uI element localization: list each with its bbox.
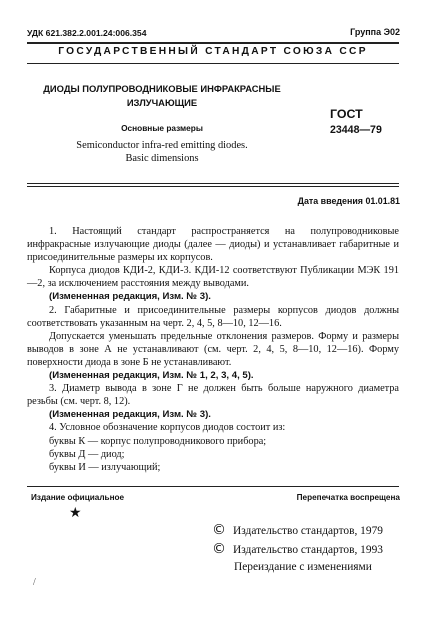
effective-date: Дата введения 01.01.81 bbox=[297, 196, 400, 206]
standard-org-title: ГОСУДАРСТВЕННЫЙ СТАНДАРТ СОЮЗА ССР bbox=[58, 46, 368, 57]
udc-code: УДК 621.382.2.001.24:006.354 bbox=[27, 28, 147, 38]
list-item: буквы И — излучающий; bbox=[49, 461, 161, 473]
amendment-note-1: (Измененная редакция, Изм. № 3). bbox=[49, 291, 211, 303]
paragraph-2-tolerances: Допускается уменьшать предельные отклонения размеров. Форму и размеры выводов в зоне А не устанавливают (см. черт. 2, 4, 5, 8—10, 12—16). Форму поверхности диода в зоне Б не устанавливают. bbox=[27, 330, 399, 368]
copyright-1979 bbox=[212, 522, 383, 538]
official-edition-label: Издание официальное bbox=[31, 493, 125, 502]
english-title-line2: Basic dimensions bbox=[125, 153, 199, 164]
document-title-line2: ИЗЛУЧАЮЩИЕ bbox=[126, 97, 198, 108]
list-item: буквы К — корпус полупроводникового прибора; bbox=[49, 435, 267, 447]
amendment-note-3: (Измененная редакция, Изм. № 3). bbox=[49, 409, 211, 421]
title-rule-1 bbox=[27, 183, 399, 184]
copyright-1993-text: Издательство стандартов, 1993 bbox=[233, 544, 383, 556]
group-code: Группа Э02 bbox=[350, 27, 400, 37]
reprint-prohibited-label: Перепечатка воспрещена bbox=[296, 493, 400, 502]
copyright-1993 bbox=[212, 541, 383, 557]
copyright-icon: © bbox=[212, 522, 226, 538]
paragraph-1-housings: Корпуса диодов КДИ-2, КДИ-3. КДИ-12 соответствуют Публикации МЭК 191—2, за исключением расстояния между выводами. bbox=[27, 265, 399, 290]
header-rule-bottom bbox=[27, 63, 399, 64]
title-rule-2 bbox=[27, 186, 399, 187]
list-item: буквы Д — диод; bbox=[49, 448, 125, 460]
paragraph-1: 1. Настоящий стандарт распространяется на полупроводниковые инфракрасные излучающие диоды (далее — диоды) и устанавливает габаритные и присоединительные размеры их корпусов. bbox=[27, 226, 399, 264]
gost-number: 23448—79 bbox=[330, 124, 382, 136]
copyright-1979-text: Издательство стандартов, 1979 bbox=[233, 525, 383, 537]
gost-label: ГОСТ bbox=[330, 107, 363, 121]
paragraph-2: 2. Габаритные и присоединительные размеры корпусов диодов должны соответствовать указанным на черт. 2, 4, 5, 8—10, 12—16. bbox=[27, 304, 399, 329]
copyright-icon: © bbox=[212, 541, 226, 557]
footer-rule bbox=[27, 486, 399, 487]
document-subtitle: Основные размеры bbox=[121, 123, 203, 133]
paragraph-4: 4. Условное обозначение корпусов диодов состоит из: bbox=[49, 422, 286, 434]
reissue-note: Переиздание с изменениями bbox=[234, 561, 372, 573]
header-rule-top bbox=[27, 42, 399, 44]
star-icon: ★ bbox=[69, 506, 82, 521]
page-mark: / bbox=[33, 577, 36, 588]
amendment-note-2: (Измененная редакция, Изм. № 1, 2, 3, 4, 5). bbox=[49, 370, 254, 382]
document-title-line1: ДИОДЫ ПОЛУПРОВОДНИКОВЫЕ ИНФРАКРАСНЫЕ bbox=[43, 83, 281, 94]
english-title-line1: Semiconductor infra-red emitting diodes. bbox=[76, 140, 248, 151]
document-body bbox=[27, 225, 399, 474]
paragraph-3: 3. Диаметр вывода в зоне Г не должен быть больше наружного диаметра резьбы (см. черт. 8, 12). bbox=[27, 383, 399, 408]
